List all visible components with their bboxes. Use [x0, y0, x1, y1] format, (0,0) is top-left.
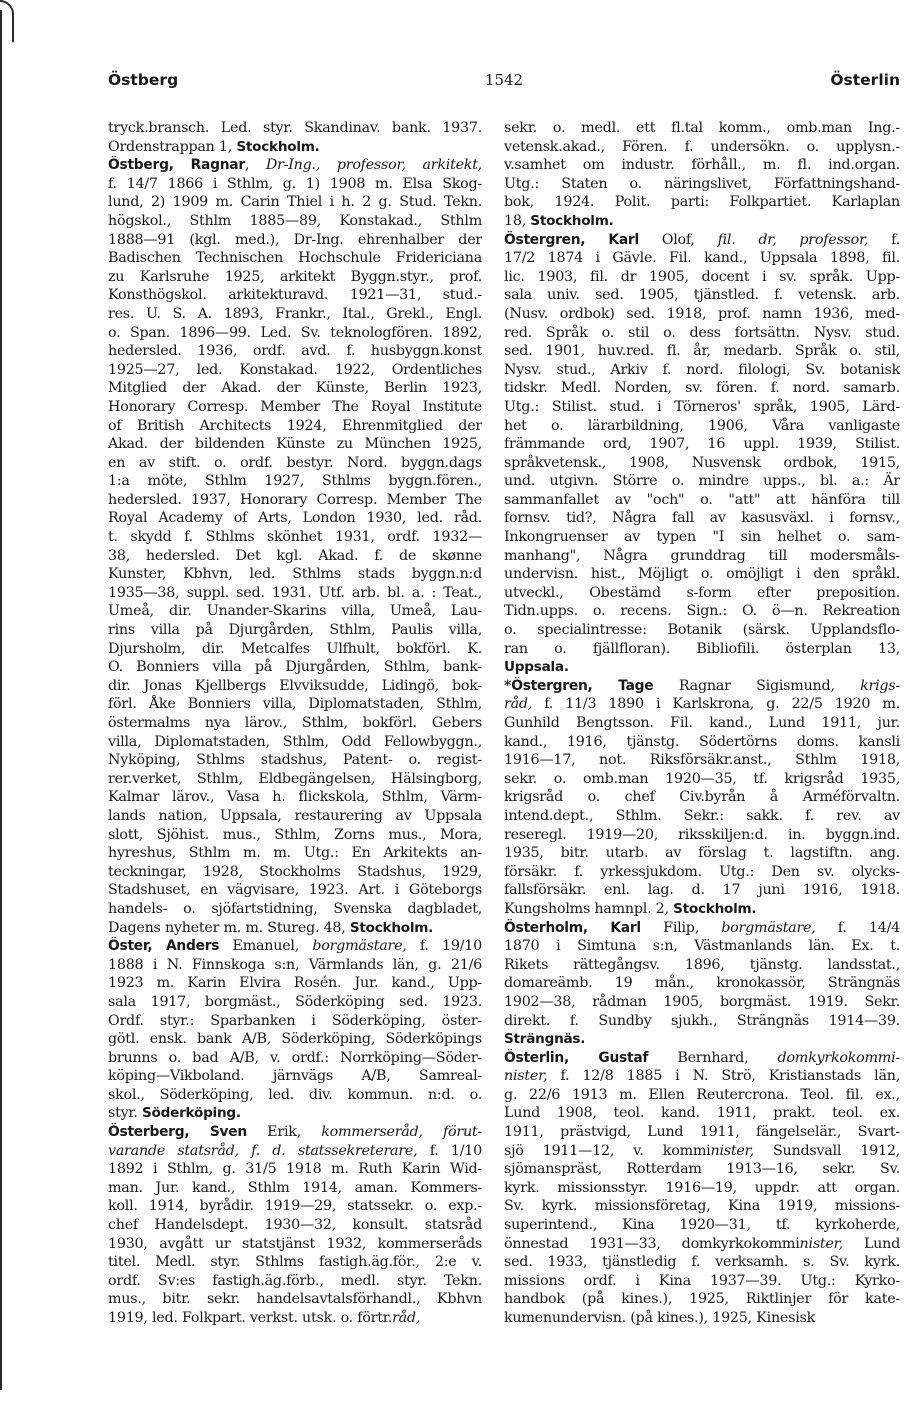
text-line: 18, Stockholm.	[504, 212, 614, 229]
text-line: manhang", Några grunddrag till modersmåls-	[504, 547, 900, 564]
right-column	[504, 119, 900, 1328]
text-line: främmande ord, 1907, 16 uppl. 1939, Stilist.	[504, 436, 900, 453]
text-line: hyreshus, Sthlm m. m. Utg.: En Arkitekts an-	[108, 845, 482, 862]
text-line: Utg.: Staten o. näringslivet, Författningshand-	[504, 175, 900, 192]
text-line: sammanfallet av "och" o. "att" att hänföra till	[504, 491, 900, 508]
text-line: nister, f. 12/8 1885 i N. Strö, Kristianstads län,	[504, 1068, 900, 1085]
text-line: kyrk. missionsstyr. 1916—19, uppdr. att organ.	[504, 1179, 900, 1196]
text-line: Gunhild Bengtsson. Fil. kand., Lund 1911, jur.	[504, 715, 900, 731]
text-line: Utg.: Stilist. stud. i Törneros' språk, 1905, Lärd-	[504, 398, 900, 415]
text-line: Öster, Anders Emanuel, borgmästare, f. 19/10	[108, 938, 482, 955]
header-right-word: Österlin	[830, 71, 900, 89]
text-line: råd, f. 11/3 1890 i Karlskrona, g. 22/5 1920 m.	[504, 696, 900, 713]
text-line: sed. 1933, tjänstledig f. verksamh. s. Sv. kyrk.	[504, 1254, 900, 1271]
text-line: köping—Vikboland. järnvägs A/B, Samreal-	[108, 1068, 482, 1085]
text-line: mus., bitr. sekr. handelsavtalsförhandl., Kbhvn	[108, 1291, 482, 1308]
text-line: 1935—38, suppl. sed. 1931. Utf. arb. bl. a. : Teat.,	[108, 584, 482, 601]
text-line: Honorary Corresp. Member The Royal Institute	[108, 398, 482, 415]
text-line: krigsråd o. chef Civ.byrån å Arméförvaltn.	[504, 789, 900, 806]
text-line: Ordenstrappan 1, Stockholm.	[108, 138, 320, 155]
text-line: 1923 m. Karin Elvira Rosén. Jur. kand., Upp-	[108, 975, 482, 992]
text-line: O. Bonniers villa på Djurgården, Sthlm, bank-	[108, 659, 482, 676]
text-line: 38, hedersled. Det kgl. Akad. f. de skønne	[108, 547, 482, 564]
text-line: missions ordf. i Kina 1937—39. Utg.: Kyrko-	[504, 1272, 900, 1289]
text-line: het o. lärarbildning, 1906, Våra vanligaste	[504, 417, 900, 434]
text-line: of British Architects 1924, Ehrenmitglied der	[108, 417, 482, 434]
text-line: 1911, prästvigd, Lund 1911, fängelselär., Svart-	[504, 1124, 900, 1141]
text-line: chef Handelsdept. 1930—32, konsult. statsråd	[108, 1217, 482, 1234]
text-line: Sv. kyrk. missionsföretag, Kina 1919, missions-	[504, 1198, 900, 1215]
text-line: högskol., Sthlm 1885—89, Konstakad., Sthlm	[108, 212, 482, 229]
text-line: kand., 1916, tjänstg. Södertörns doms. kansli	[504, 733, 900, 750]
text-line: o. Span. 1896—99. Led. Sv. teknologfören. 1892,	[108, 324, 482, 341]
text-line: rer.verket, Sthlm, Eldbegängelsen, Hälsingborg,	[108, 770, 482, 787]
text-line: Strängnäs.	[504, 1031, 586, 1048]
text-line: sed. 1901, huv.red. fl. år, medarb. Språk o. stil,	[504, 343, 900, 360]
text-line: 1888 i N. Finnskoga s:n, Värmlands län, g. 21/6	[108, 956, 482, 973]
text-line: sekr. o. medl. ett fl.tal komm., omb.man Ing.-	[504, 120, 900, 136]
text-line: villa, Diplomatstaden, Sthlm, Odd Fellowbyggn.,	[108, 733, 482, 750]
text-line: styr. Söderköping.	[108, 1105, 241, 1122]
text-line: Akad. der bildenden Künste zu München 1925,	[108, 436, 482, 453]
text-line: lands nation, Uppsala, restaurering av Uppsala	[108, 807, 482, 824]
text-line: fallsförsäkr. enl. lag. d. 17 juni 1916, 1918.	[504, 882, 900, 899]
text-line: zu Karlsruhe 1925, arkitekt Byggn.styr., prof.	[108, 268, 482, 285]
page-number: 1542	[484, 71, 524, 89]
text-line: Royal Academy of Arts, London 1930, led. råd.	[108, 510, 482, 527]
text-line: und. utgivn. Större o. mindre upps., bl. a.: Är	[504, 473, 900, 490]
text-line: 1870 i Simtuna s:n, Västmanlands län. Ex. t.	[504, 938, 900, 955]
text-line: ordf. Sv:es fastigh.äg.förb., medl. styr. Tekn.	[108, 1272, 482, 1289]
text-line: Dagens nyheter m. m. Stureg. 48, Stockholm.	[108, 919, 434, 936]
text-line: Kalmar lärov., Vasa h. flickskola, Sthlm, Värm-	[108, 789, 482, 806]
text-line: Ordf. styr.: Sparbanken i Söderköping, öster-	[108, 1012, 482, 1029]
text-line: 1935, bitr. utarb. av förslag t. lagstiftn. ang.	[504, 845, 900, 862]
text-line: Konsthögskol. arkitekturavd. 1921—31, stud.-	[108, 287, 482, 304]
text-line: dir. Jonas Kjellbergs Elvviksudde, Lidingö, bok-	[108, 677, 482, 694]
text-line: Kunster, Kbhvn, led. Sthlms stads byggn.n:d	[108, 566, 482, 583]
text-line: koll. 1914, byrådir. 1919—29, statssekr. o. exp.-	[108, 1198, 482, 1215]
text-line: Nysv. stud., Arkiv f. nord. filologi, Sv. botanisk	[504, 361, 900, 378]
text-line: 1925—27, led. Konstakad. 1922, Ordentliches	[108, 361, 482, 378]
text-line: t. skydd f. Sthlms skönhet 1931, ordf. 1932—	[108, 529, 482, 546]
text-line: hedersled. 1936, ordf. avd. f. husbyggn.konst	[108, 343, 482, 360]
text-line: vetensk.akad., Fören. f. undersökn. o. upplysn.-	[504, 138, 900, 155]
running-header	[108, 70, 900, 90]
text-line: tryck.bransch. Led. styr. Skandinav. bank. 1937.	[108, 120, 482, 136]
text-line: superintend., Kina 1920—31, tf. kyrkoherde,	[504, 1217, 900, 1234]
text-line: v.samhet om industr. förhåll., m. fl. ind.organ.	[504, 157, 900, 174]
text-line: skol., Söderköping, led. div. kommun. n:d. o.	[108, 1086, 482, 1103]
left-column	[108, 119, 482, 1328]
header-left-word: Östberg	[108, 71, 179, 89]
text-line: språkvetensk., 1908, Nusvensk ordbok, 1915,	[504, 454, 900, 471]
text-line: fornsv. tid?, Några fall av kasusväxl. i fornsv.,	[504, 510, 900, 527]
text-line: man. Jur. kand., Sthlm 1914, aman. Kommers-	[108, 1179, 482, 1196]
text-line: handbok (på kines.), 1925, Riktlinjer för kate-	[504, 1291, 900, 1308]
page-edge-curve	[0, 0, 14, 42]
text-line: 1916—17, not. Riksförsäkr.anst., Sthlm 1918,	[504, 752, 900, 769]
text-line: domareämb. 19 mån., kronokassör, Strängnäs	[504, 975, 900, 992]
text-line: *Östergren, Tage Ragnar Sigismund, krigs-	[504, 677, 900, 694]
text-line: Tidn.upps. o. recens. Sign.: O. ö—n. Rekreation	[504, 603, 900, 620]
text-line: (Nusv. ordbok) sed. 1918, prof. namn 1936, med-	[504, 305, 900, 322]
text-line: en av stift. o. ordf. bestyr. Nord. byggn.dags	[108, 454, 482, 471]
text-line: 1919, led. Folkpart. verkst. utsk. o. förtr.råd,	[108, 1310, 421, 1326]
text-line: Uppsala.	[504, 659, 569, 676]
text-line: red. Språk o. stil o. dess fortsättn. Nysv. stud.	[504, 324, 900, 341]
text-line: 1930, avgått ur statstjänst 1932, kommerseråds	[108, 1235, 482, 1252]
text-line: försäkr. f. yrkessjukdom. Utg.: Den sv. olycks-	[504, 863, 900, 880]
text-line: 1:a möte, Sthlm 1927, Sthlms byggn.fören.,	[108, 473, 482, 490]
text-line: intend.dept., Sthlm. Sekr.: sakk. f. rev. av	[504, 807, 900, 824]
text-line: o. specialintresse: Botanik (särsk. Upplandsflo-	[504, 622, 900, 639]
page-edge-line	[0, 10, 2, 1390]
text-line: reseregl. 1919—20, riksskiljen:d. in. byggn.ind.	[504, 826, 900, 843]
text-line: lund, 2) 1909 m. Carin Thiel i h. 2 g. Stud. Tekn.	[108, 194, 482, 211]
text-line: 17/2 1874 i Gävle. Fil. kand., Uppsala 1898, fil.	[504, 250, 900, 267]
text-line: bok, 1924. Polit. parti: Folkpartiet. Karlaplan	[504, 194, 900, 211]
text-line: Djursholm, dir. Metcalfes Ulfhult, bokförl. K.	[108, 640, 482, 657]
text-line: östermalms nya lärov., Sthlm, bokförl. Gebers	[108, 715, 482, 731]
text-line: lic. 1903, fil. dr 1905, docent i sv. språk. Upp-	[504, 268, 900, 285]
text-line: Rikets rättegångsv. 1896, tjänstg. landsstat.,	[504, 956, 900, 973]
text-line: götl. ensk. bank A/B, Söderköping, Söderköpings	[108, 1031, 482, 1048]
text-line: slott, Sjöhist. mus., Sthlm, Zorns mus., Mora,	[108, 826, 482, 843]
text-line: titel. Medl. styr. Sthlms fastigh.äg.för., 2:e v.	[108, 1254, 482, 1271]
text-line: förl. Åke Bonniers villa, Diplomatstaden, Sthlm,	[108, 696, 482, 713]
text-line: brunns o. bad A/B, v. ordf.: Norrköping—Söder-	[108, 1049, 482, 1066]
text-line: Österlin, Gustaf Bernhard, domkyrkokommi-	[504, 1049, 900, 1066]
text-line: Österberg, Sven Erik, kommerseråd, förut-	[108, 1124, 482, 1141]
text-line: 1902—38, rådman 1905, borgmäst. 1919. Sekr.	[504, 993, 900, 1010]
text-line: teckningar, 1928, Stockholms Stadshus, 1929,	[108, 863, 482, 880]
text-line: Nyköping, Sthlms stadshus, Patent- o. regist-	[108, 752, 482, 769]
text-line: direkt. f. Sundby sjukh., Strängnäs 1914—39.	[504, 1012, 900, 1029]
text-line: sekr. o. omb.man 1920—35, tf. krigsråd 1935,	[504, 770, 900, 787]
text-line: tidskr. Medl. Norden, sv. fören. f. nord. samarb.	[504, 380, 900, 397]
text-line: 1888—91 (kgl. med.), Dr-Ing. ehrenhalber der	[108, 231, 482, 248]
text-line: res. U. S. A. 1893, Frankr., Ital., Grekl., Engl.	[108, 305, 482, 322]
text-line: Badischen Technischen Hochschule Fridericiana	[108, 250, 482, 267]
text-line: rins villa på Djurgården, Sthlm, Paulis villa,	[108, 622, 482, 639]
text-line: hedersled. 1937, Honorary Corresp. Member The	[108, 491, 482, 508]
text-line: utveckl., Obestämd s-form efter preposition.	[504, 584, 900, 601]
text-line: sala 1917, borgmäst., Söderköping sed. 1923.	[108, 993, 482, 1010]
text-line: Mitglied der Akad. der Künste, Berlin 1923,	[108, 380, 482, 397]
text-line: sjömanspräst, Rotterdam 1913—16, sekr. Sv.	[504, 1161, 900, 1178]
text-line: Lund 1908, teol. kand. 1911, prakt. teol. ex.	[504, 1105, 900, 1122]
text-line: undervisn. hist., Möjligt o. omöjligt i den språkl.	[504, 566, 900, 583]
text-line: handels- o. sjöfartstidning, Svenska dagbladet,	[108, 900, 482, 917]
text-line: kumenundervisn. (på kines.), 1925, Kinesisk	[504, 1310, 816, 1326]
text-line: 1892 i Sthlm, g. 31/5 1918 m. Ruth Karin Wid-	[108, 1161, 482, 1178]
text-line: Östberg, Ragnar, Dr-Ing., professor, arkitekt,	[108, 157, 482, 174]
text-line: Österholm, Karl Filip, borgmästare, f. 14/4	[504, 919, 900, 936]
text-line: önnestad 1931—33, domkyrkokomminister, Lund	[504, 1235, 900, 1252]
text-line: Umeå, dir. Unander-Skarins villa, Umeå, Lau-	[108, 603, 482, 620]
text-line: varande statsråd, f. d. statssekreterare, f. 1/10	[108, 1142, 482, 1159]
text-line: ran o. fjällfloran). Bibliofili. österplan 13,	[504, 640, 900, 657]
text-line: f. 14/7 1866 i Sthlm, g. 1) 1908 m. Elsa Skog-	[108, 175, 482, 192]
text-line: sala univ. sed. 1905, tjänstled. f. vetensk. arb.	[504, 287, 900, 304]
text-line: Östergren, Karl Olof, fil. dr, professor, f.	[504, 231, 900, 248]
text-line: sjö 1911—12, v. komminister, Sundsvall 1912,	[504, 1142, 900, 1159]
text-line: Stadshuset, en vägvisare, 1923. Art. i Göteborgs	[108, 882, 482, 899]
text-line: g. 22/6 1913 m. Ellen Reutercrona. Teol. fil. ex.,	[504, 1086, 900, 1103]
text-line: Kungsholms hamnpl. 2, Stockholm.	[504, 900, 757, 917]
text-line: Inkongruenser av typen "I sin helhet o. sam-	[504, 529, 900, 546]
